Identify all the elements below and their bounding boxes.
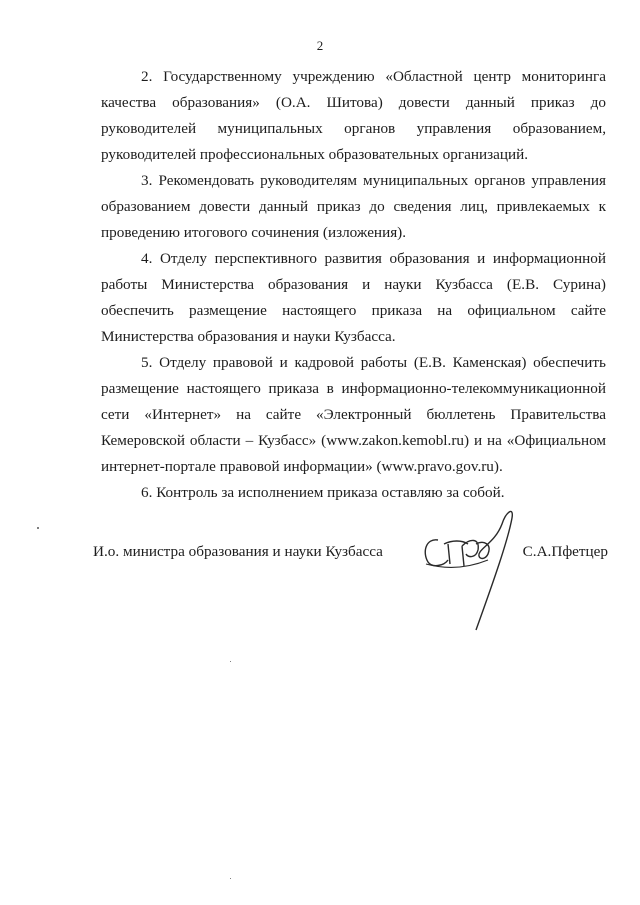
order-body	[101, 64, 606, 506]
scan-speck	[37, 527, 39, 529]
paragraph-2: 2. Государственному учреждению «Областной центр мониторинга качества образования» (О.А. Шитова) довести данный приказ до руководителей муниципальных органов управления образованием, руководителей профессиональных образовательных организаций.	[101, 68, 606, 163]
paragraph-4: 4. Отделу перспективного развития образования и информационной работы Министерства образования и науки Кузбасса (Е.В. Сурина) обеспечить размещение настоящего приказа на официальном сайте Министерства образования и науки Кузбасса.	[101, 250, 606, 345]
scan-speck	[230, 878, 231, 879]
paragraph-6: 6. Контроль за исполнением приказа оставляю за собой.	[141, 484, 505, 501]
page-number: 2	[316, 38, 324, 53]
signer-position: И.о. министра образования и науки Кузбасса	[93, 543, 383, 560]
signer-name: С.А.Пфетцер	[522, 543, 608, 560]
signature-block	[93, 543, 608, 583]
handwritten-signature	[418, 500, 528, 640]
paragraph-5: 5. Отделу правовой и кадровой работы (Е.В. Каменская) обеспечить размещение настоящего приказа в информационно-телекоммуникационной сети «Интернет» на сайте «Электронный бюллетень Правительства Кемеровской области – Кузбасс» (www.zakon.kemobl.ru) и на «Официальном интернет-портале правовой информации» (www.pravo.gov.ru).	[101, 354, 606, 475]
scan-speck	[230, 661, 231, 662]
paragraph-3: 3. Рекомендовать руководителям муниципальных органов управления образованием довести данный приказ до сведения лиц, привлекаемых к проведению итогового сочинения (изложения).	[101, 172, 606, 241]
